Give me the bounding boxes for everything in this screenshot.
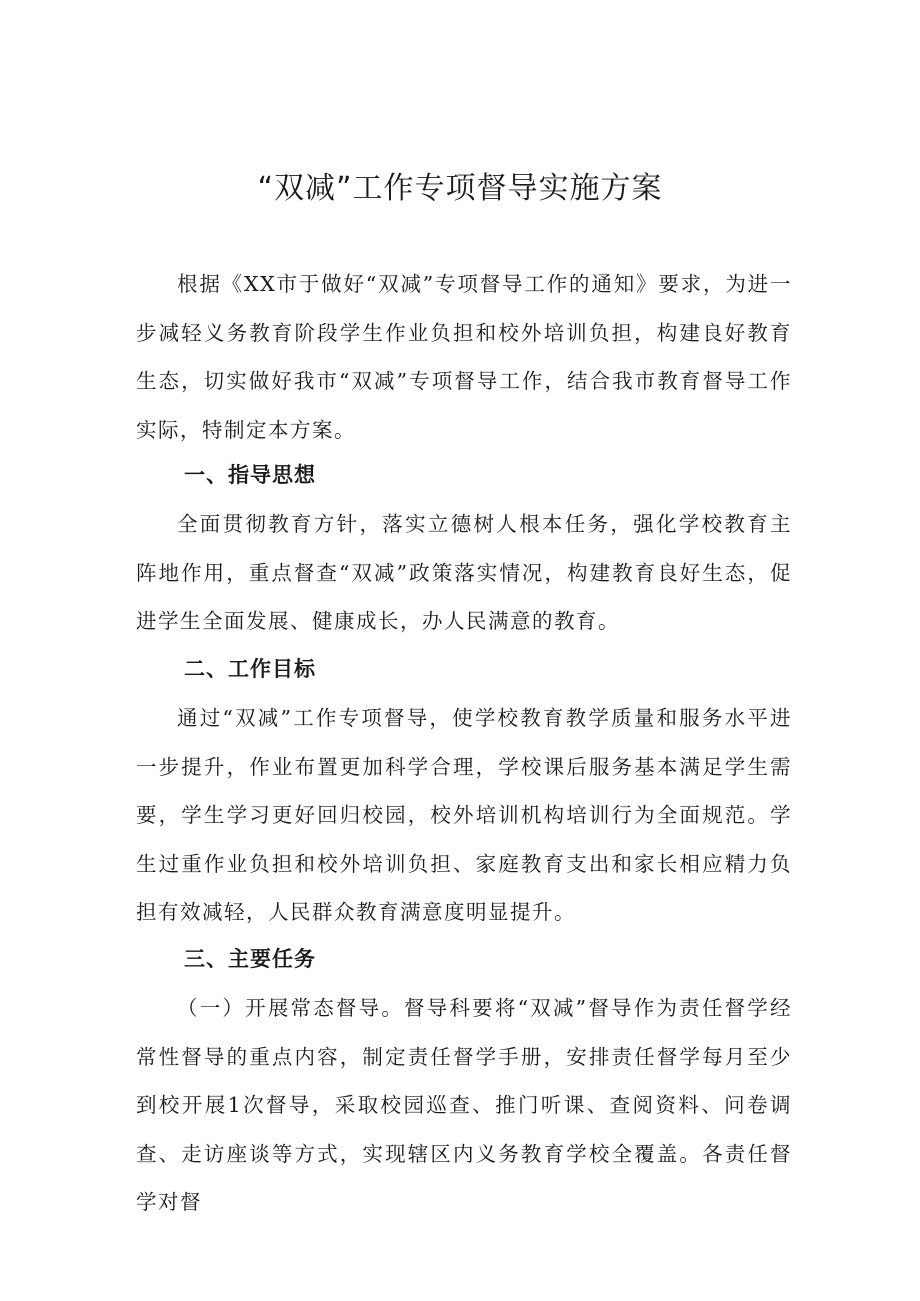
section-body-main-tasks: （一）开展常态督导。督导科要将“双减”督导作为责任督学经常性督导的重点内容，制定责任督学手册，安排责任督学每月至少到校开展1次督导，采取校园巡查、推门听课、查阅资料、问卷调查、走访座谈等方式，实现辖区内义务教育学校全覆盖。各责任督学对督 xyxy=(136,996,792,1214)
section-body-guiding-ideology: 全面贯彻教育方针，落实立德树人根本任务，强化学校教育主阵地作用，重点督查“双减”政策落实情况，构建教育良好生态，促进学生全面发展、健康成长，办人民满意的教育。 xyxy=(136,512,792,633)
document-title: “双减”工作专项督导实施方案 xyxy=(257,171,663,206)
section-heading-guiding-ideology: 一、指导思想 xyxy=(184,463,316,487)
section-heading-main-tasks: 三、主要任务 xyxy=(184,947,316,971)
section-heading-work-goals: 二、工作目标 xyxy=(184,657,316,681)
section-body-work-goals: 通过“双减”工作专项督导，使学校教育教学质量和服务水平进一步提升，作业布置更加科学合理，学校课后服务基本满足学生需要，学生学习更好回归校园，校外培训机构培训行为全面规范。学生过重作业负担和校外培训负担、家庭教育支出和家长相应精力负担有效减轻，人民群众教育满意度明显提升。 xyxy=(136,706,792,924)
intro-paragraph: 根据《XX市于做好“双减”专项督导工作的通知》要求，为进一步减轻义务教育阶段学生作业负担和校外培训负担，构建良好教育生态，切实做好我市“双减”专项督导工作，结合我市教育督导工作实际，特制定本方案。 xyxy=(136,272,792,442)
